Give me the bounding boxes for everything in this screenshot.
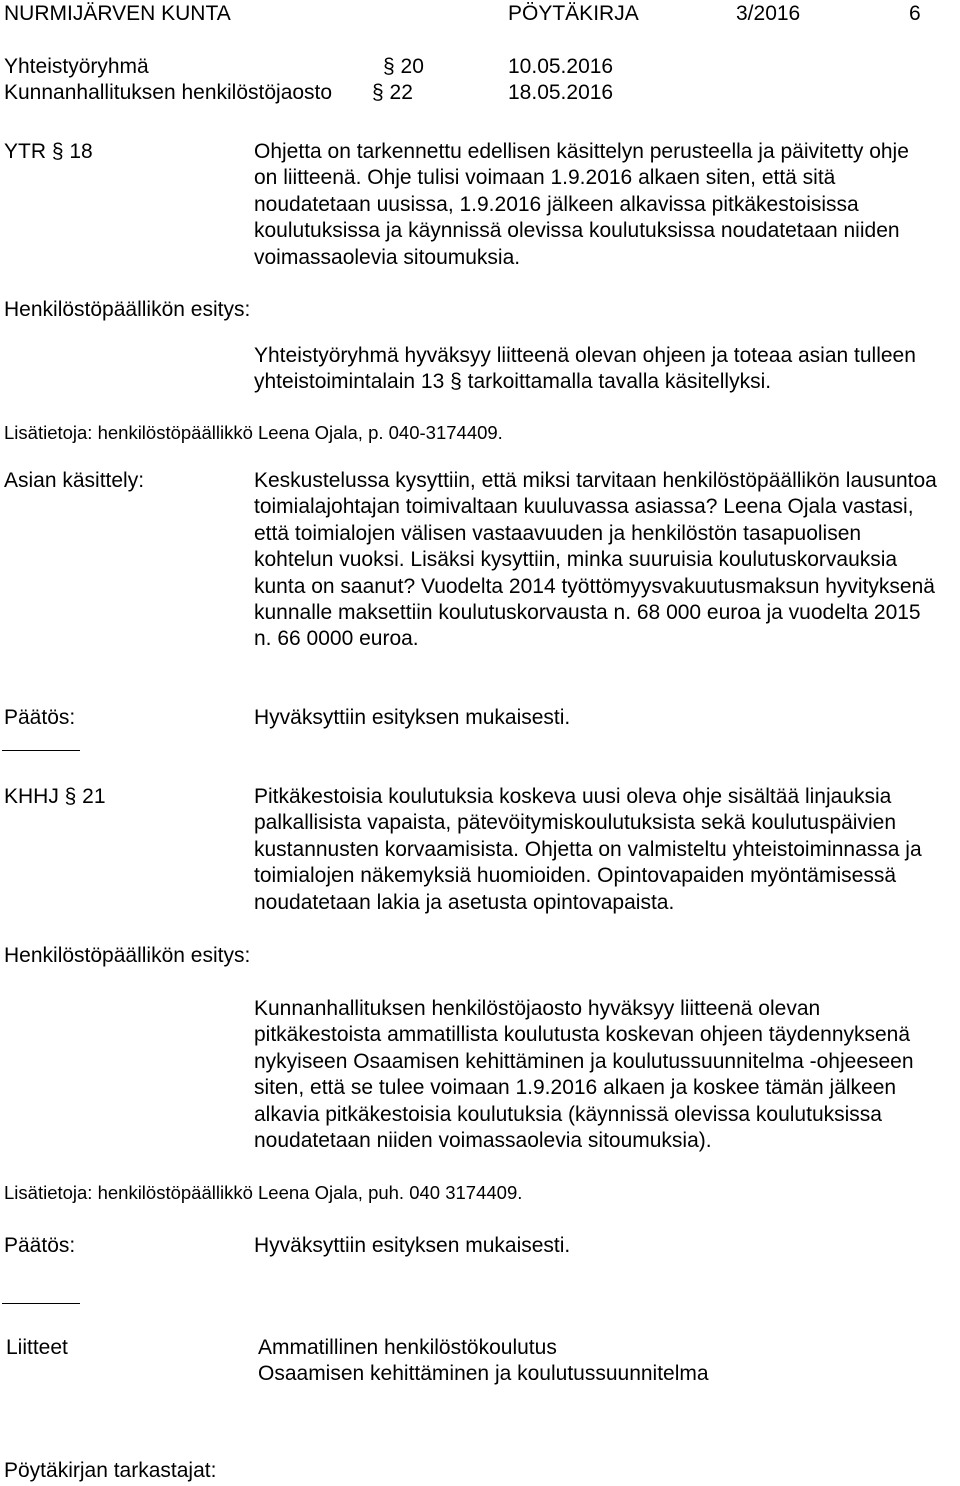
doc-type: PÖYTÄKIRJA xyxy=(508,2,639,25)
body-date-1: 10.05.2016 xyxy=(508,55,614,78)
khhj-decision-label: Päätös: xyxy=(4,1234,76,1257)
body-section-1: § 20 xyxy=(383,55,424,78)
org-name: NURMIJÄRVEN KUNTA xyxy=(4,2,231,25)
ytr-proposal: Yhteistyöryhmä hyväksyy liitteenä olevan ohjeen ja toteaa asian tulleen yhteistoimintalain 13 § tarkoittamalla tavalla käsitellyksi. xyxy=(254,344,916,394)
attachments-label: Liitteet xyxy=(6,1336,68,1359)
ytr-section-label: YTR § 18 xyxy=(4,140,93,163)
body-name-2: Kunnanhallituksen henkilöstöjaosto xyxy=(4,81,333,104)
khhj-proposal-label: Henkilöstöpäällikön esitys: xyxy=(4,944,251,967)
doc-number: 3/2016 xyxy=(736,2,801,25)
reviewers-label: Pöytäkirjan tarkastajat: xyxy=(4,1459,217,1482)
body-section-2: § 22 xyxy=(372,81,413,104)
ytr-handling: Keskustelussa kysyttiin, että miksi tarvitaan henkilöstöpäällikön lausuntoa toimialajohtajan toimivaltaan kuuluvassa asiassa? Leena Ojala vastasi, että toimialojen välisen vastaavuuden ja henkilöstön tasapuolisen kohtelun vuoksi. Lisäksi kysyttiin, minka suuruisia koulutuskorvauksia kunta on saanut? Vuodelta 2014 työttömyysvakuutusmaksun hyvityksenä kunnalle maksettiin koulutuskorvausta n. 68 000 euroa ja vuodelta 2015 n. 66 0000 euroa. xyxy=(254,469,937,651)
ytr-decision: Hyväksyttiin esityksen mukaisesti. xyxy=(254,706,571,729)
page-number: 6 xyxy=(909,2,921,25)
ytr-intro: Ohjetta on tarkennettu edellisen käsittelyn perusteella ja päivitetty ohje on liitteenä. Ohje tulisi voimaan 1.9.2016 alkaen siten, että sitä noudatetaan uusissa, 1.9.2016 jälkeen alkavissa pitkäkestoisissa koulutuksissa ja käynnissä olevissa koulutuksissa noudatetaan niiden voimassaolevia sitoumuksia. xyxy=(254,140,909,269)
khhj-intro: Pitkäkestoisia koulutuksia koskeva uusi oleva ohje sisältää linjauksia palkallisista vapaista, pätevöitymiskoulutuksista sekä koulutuspäivien kustannusten korvaamisista. Ohjetta on valmisteltu yhteistoiminnassa ja toimialojen näkemyksiä huomioiden. Opintovapaiden myöntämisessä noudatetaan lakia ja asetusta opintovapaista. xyxy=(254,785,922,914)
section-divider xyxy=(2,750,80,751)
khhj-decision: Hyväksyttiin esityksen mukaisesti. xyxy=(254,1234,571,1257)
ytr-decision-label: Päätös: xyxy=(4,706,76,729)
khhj-info: Lisätietoja: henkilöstöpäällikkö Leena Ojala, puh. 040 3174409. xyxy=(4,1182,523,1203)
attachment-item: Osaamisen kehittäminen ja koulutussuunnitelma xyxy=(258,1362,709,1385)
attachment-item: Ammatillinen henkilöstökoulutus xyxy=(258,1336,557,1359)
ytr-handling-label: Asian käsittely: xyxy=(4,469,145,492)
body-date-2: 18.05.2016 xyxy=(508,81,614,104)
section-divider xyxy=(2,1303,80,1304)
khhj-section-label: KHHJ § 21 xyxy=(4,785,106,808)
ytr-proposal-label: Henkilöstöpäällikön esitys: xyxy=(4,298,251,321)
body-name-1: Yhteistyöryhmä xyxy=(4,55,149,78)
ytr-info: Lisätietoja: henkilöstöpäällikkö Leena Ojala, p. 040-3174409. xyxy=(4,422,503,443)
khhj-proposal: Kunnanhallituksen henkilöstöjaosto hyväksyy liitteenä olevan pitkäkestoista ammatillista koulutusta koskevan ohjeen täydennyksenä nykyiseen Osaamisen kehittäminen ja koulutussuunnitelma -ohjeeseen siten, että se tulee voimaan 1.9.2016 alkaen ja koskee tämän jälkeen alkavia pitkäkestoisia koulutuksia (käynnissä olevissa koulutuksissa noudatetaan niiden voimassaolevia sitoumuksia). xyxy=(254,997,914,1153)
